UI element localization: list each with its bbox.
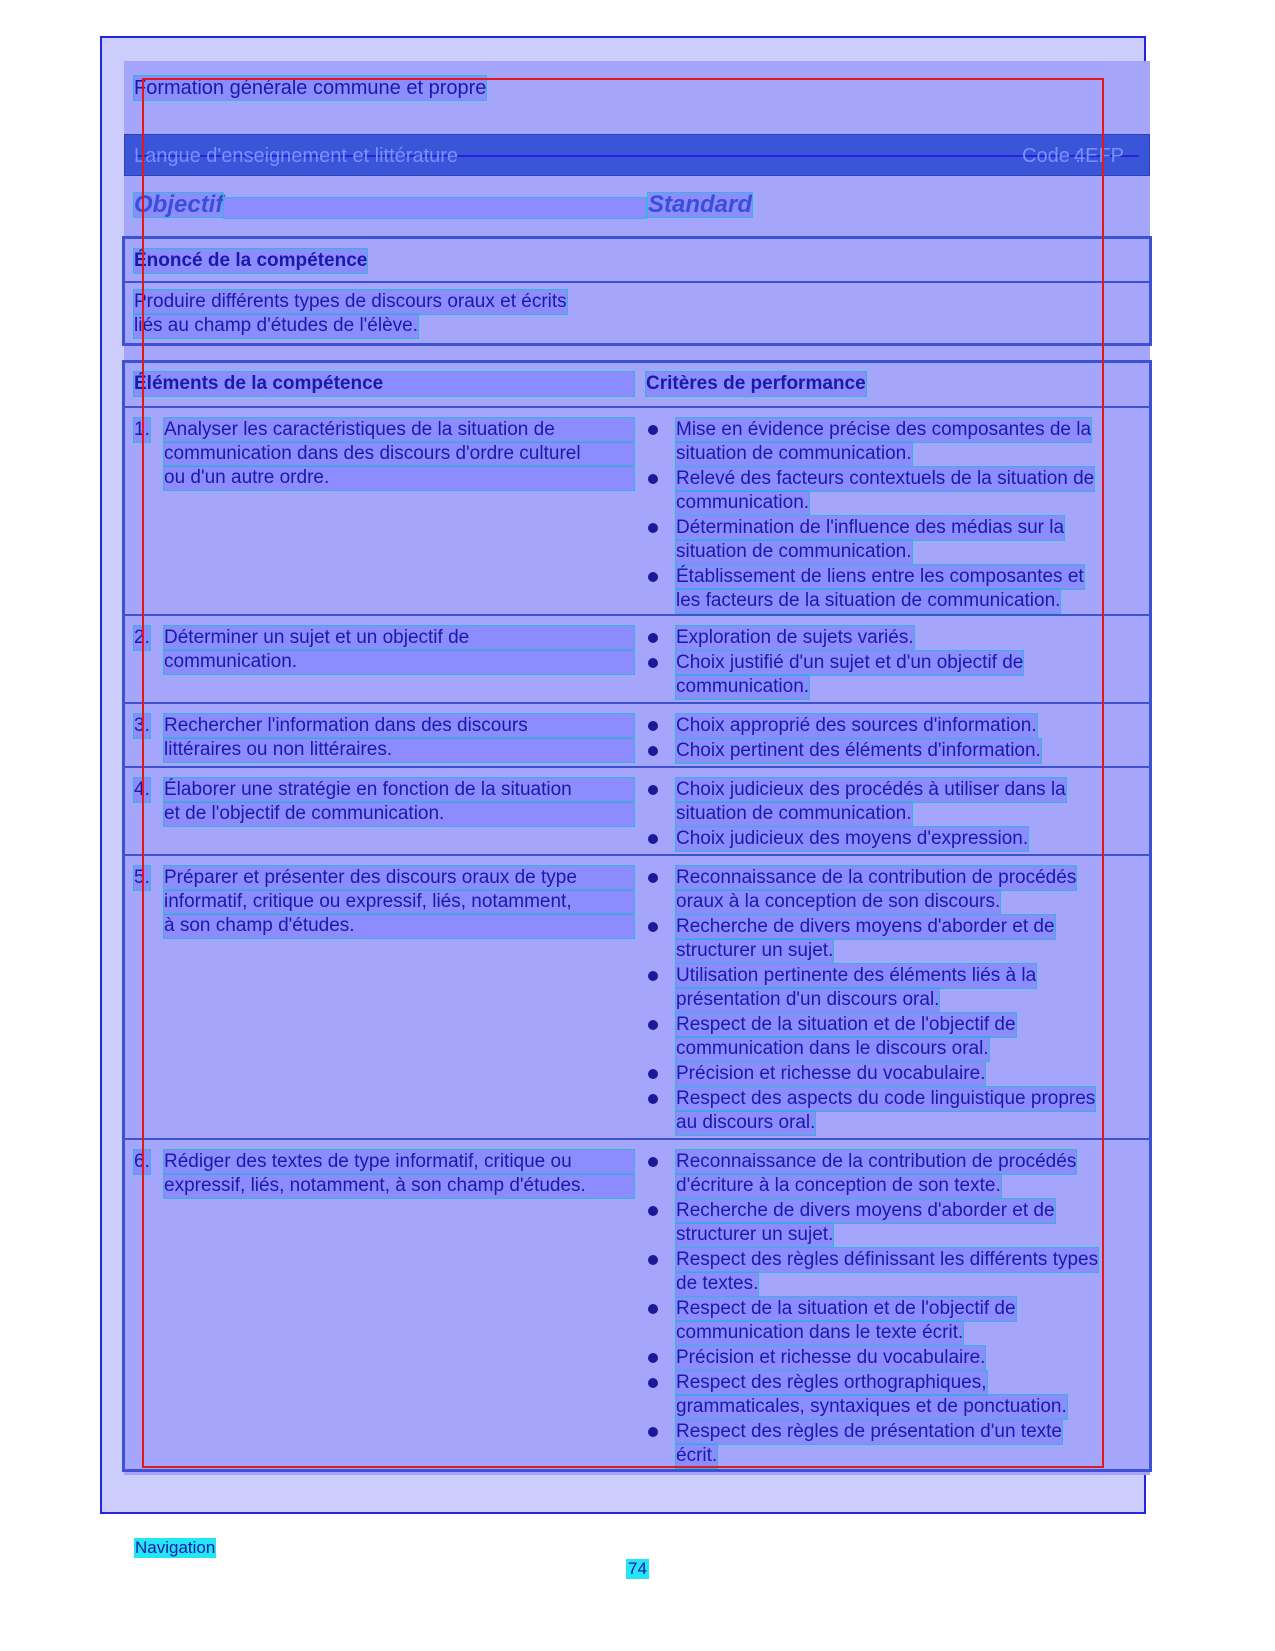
element-number: 5.: [134, 867, 150, 888]
element-number: 6.: [134, 1151, 150, 1172]
element-number: 3.: [134, 715, 150, 736]
objectif-underline: [224, 198, 646, 218]
row-divider: [122, 702, 1152, 704]
bullet-icon: [648, 971, 658, 981]
criterion-text-line: les facteurs de la situation de communication.: [676, 590, 1061, 611]
standard-heading: Standard: [648, 191, 753, 218]
element-text-line: ou d'un autre ordre.: [164, 466, 634, 490]
criterion-text-line: Respect des règles de présentation d'un texte: [676, 1421, 1062, 1442]
row-divider: [122, 854, 1152, 856]
criterion-text-line: oraux à la conception de son discours.: [676, 891, 1001, 912]
element-text-line: Préparer et présenter des discours oraux de type: [164, 866, 634, 890]
competence-line-2: liés au champ d'études de l'élève.: [134, 315, 418, 336]
element-text-line: expressif, liés, notamment, à son champ d'études.: [164, 1174, 634, 1198]
criterion-text-line: situation de communication.: [676, 803, 912, 824]
element-text-line: et de l'objectif de communication.: [164, 802, 634, 826]
criterion-text-line: Établissement de liens entre les composantes et: [676, 566, 1084, 587]
criterion-text-line: Relevé des facteurs contextuels de la situation de: [676, 468, 1095, 489]
bullet-icon: [648, 873, 658, 883]
competence-divider: [122, 281, 1152, 283]
element-text-line: Déterminer un sujet et un objectif de: [164, 626, 634, 650]
bullet-icon: [648, 523, 658, 533]
bullet-icon: [648, 1094, 658, 1104]
criterion-text-line: Choix approprié des sources d'information.: [676, 715, 1037, 736]
bullet-icon: [648, 1304, 658, 1314]
element-number: 1.: [134, 419, 150, 440]
criterion-text-line: écrit.: [676, 1445, 718, 1466]
section-label: Langue d'enseignement et littérature: [134, 145, 459, 167]
criterion-text-line: Respect des règles orthographiques,: [676, 1372, 987, 1393]
criterion-text-line: de textes.: [676, 1273, 759, 1294]
element-text-line: Analyser les caractéristiques de la situation de: [164, 418, 634, 442]
bullet-icon: [648, 474, 658, 484]
criterion-text-line: situation de communication.: [676, 443, 912, 464]
criterion-text-line: structurer un sujet.: [676, 940, 834, 961]
criterion-text-line: Respect de la situation et de l'objectif de: [676, 1014, 1016, 1035]
row-divider: [122, 766, 1152, 768]
bullet-icon: [648, 922, 658, 932]
criterion-text-line: structurer un sujet.: [676, 1224, 834, 1245]
element-text-line: Élaborer une stratégie en fonction de la situation: [164, 778, 634, 802]
row-divider: [122, 614, 1152, 616]
criterion-text-line: Respect de la situation et de l'objectif de: [676, 1298, 1016, 1319]
page-number: 74: [628, 1559, 647, 1578]
bullet-icon: [648, 572, 658, 582]
bullet-icon: [648, 633, 658, 643]
criterion-text-line: Reconnaissance de la contribution de procédés: [676, 1151, 1077, 1172]
criterion-text-line: Respect des aspects du code linguistique propres: [676, 1088, 1096, 1109]
competence-heading: Énoncé de la compétence: [134, 250, 368, 271]
criterion-text-line: Recherche de divers moyens d'aborder et de: [676, 1200, 1055, 1221]
bullet-icon: [648, 1427, 658, 1437]
table-header-elements: Éléments de la compétence: [134, 372, 634, 396]
criterion-text-line: communication.: [676, 492, 810, 513]
bullet-icon: [648, 1020, 658, 1030]
table-header-criteria: Critères de performance: [646, 373, 866, 394]
row-divider: [122, 406, 1152, 408]
competence-line-1: Produire différents types de discours oraux et écrits: [134, 291, 567, 312]
element-text-line: Rédiger des textes de type informatif, critique ou: [164, 1150, 634, 1174]
criterion-text-line: communication dans le discours oral.: [676, 1038, 989, 1059]
criterion-text-line: Choix pertinent des éléments d'information.: [676, 740, 1041, 761]
bullet-icon: [648, 1157, 658, 1167]
criterion-text-line: situation de communication.: [676, 541, 912, 562]
criterion-text-line: communication dans le texte écrit.: [676, 1322, 964, 1343]
bullet-icon: [648, 1206, 658, 1216]
element-text-line: communication dans des discours d'ordre culturel: [164, 442, 634, 466]
bullet-icon: [648, 1378, 658, 1388]
criterion-text-line: Respect des règles définissant les différents types: [676, 1249, 1099, 1270]
element-number: 2.: [134, 627, 150, 648]
criterion-text-line: Choix justifié d'un sujet et d'un objectif de: [676, 652, 1024, 673]
bullet-icon: [648, 658, 658, 668]
element-text-line: Rechercher l'information dans des discours: [164, 714, 634, 738]
bullet-icon: [648, 1255, 658, 1265]
element-text-line: à son champ d'études.: [164, 914, 634, 938]
row-divider: [122, 1138, 1152, 1140]
criterion-text-line: au discours oral.: [676, 1112, 816, 1133]
bullet-icon: [648, 425, 658, 435]
element-number: 4.: [134, 779, 150, 800]
bullet-icon: [648, 1353, 658, 1363]
criterion-text-line: Précision et richesse du vocabulaire.: [676, 1063, 986, 1084]
criterion-text-line: Utilisation pertinente des éléments liés à la: [676, 965, 1037, 986]
bullet-icon: [648, 746, 658, 756]
bullet-icon: [648, 785, 658, 795]
code-value: 4EFP: [1074, 145, 1125, 167]
criterion-text-line: Détermination de l'influence des médias sur la: [676, 517, 1065, 538]
navigation-link[interactable]: Navigation: [135, 1538, 216, 1557]
criterion-text-line: Recherche de divers moyens d'aborder et de: [676, 916, 1055, 937]
criterion-text-line: Mise en évidence précise des composantes de la: [676, 419, 1092, 440]
criterion-text-line: Choix judicieux des moyens d'expression.: [676, 828, 1029, 849]
criterion-text-line: d'écriture à la conception de son texte.: [676, 1175, 1001, 1196]
element-text-line: informatif, critique ou expressif, liés, notamment,: [164, 890, 634, 914]
criterion-text-line: Exploration de sujets variés.: [676, 627, 914, 648]
element-text-line: littéraires ou non littéraires.: [164, 738, 634, 762]
criterion-text-line: présentation d'un discours oral.: [676, 989, 940, 1010]
code-label: Code :: [1022, 145, 1081, 167]
bullet-icon: [648, 834, 658, 844]
bullet-icon: [648, 1069, 658, 1079]
objectif-heading: Objectif: [134, 191, 224, 218]
element-text-line: communication.: [164, 650, 634, 674]
criterion-text-line: grammaticales, syntaxiques et de ponctuation.: [676, 1396, 1067, 1417]
document-title: Formation générale commune et propre: [134, 77, 487, 99]
criterion-text-line: communication.: [676, 676, 810, 697]
criterion-text-line: Précision et richesse du vocabulaire.: [676, 1347, 986, 1368]
criterion-text-line: Choix judicieux des procédés à utiliser dans la: [676, 779, 1066, 800]
criterion-text-line: Reconnaissance de la contribution de procédés: [676, 867, 1077, 888]
bullet-icon: [648, 721, 658, 731]
